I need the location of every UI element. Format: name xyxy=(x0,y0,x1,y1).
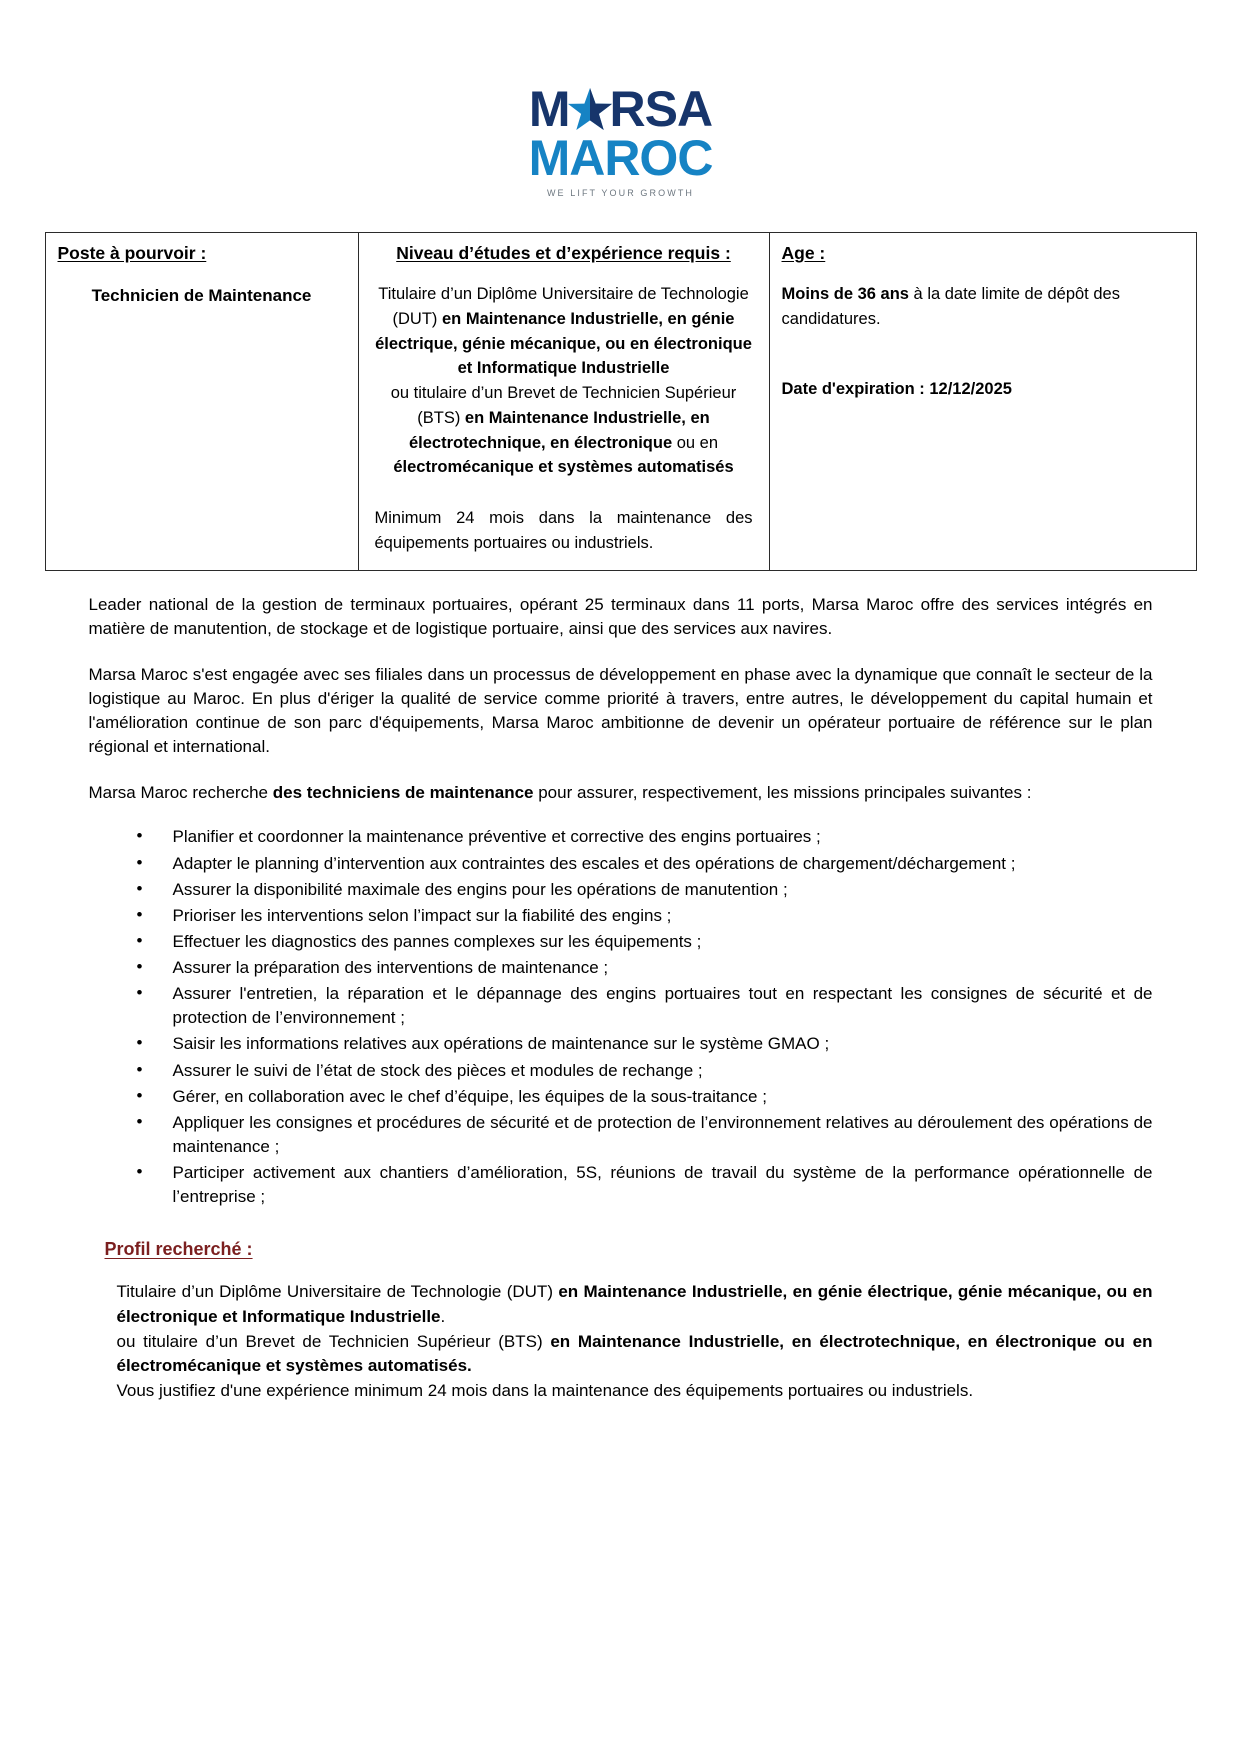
profil-paragraph-bts xyxy=(117,1330,1153,1379)
profil-bts-normal: ou titulaire d’un Brevet de Technicien Supérieur (BTS) xyxy=(116,1331,551,1351)
logo-wordmark-marsa xyxy=(528,81,713,137)
list-item: • Assurer la préparation des interventions de maintenance ; xyxy=(125,956,1153,980)
job-info-table xyxy=(45,232,1197,571)
value-poste: Technicien de Maintenance xyxy=(91,286,312,305)
list-item: • Assurer le suivi de l’état de stock des pièces et modules de rechange ; xyxy=(125,1059,1153,1083)
logo-wordmark-maroc: MAROC xyxy=(528,129,713,186)
list-item: • Effectuer les diagnostics des pannes complexes sur les équipements ; xyxy=(125,930,1153,954)
list-item: • Adapter le planning d’intervention aux contraintes des escales et des opérations de chargement/déchargement ; xyxy=(125,852,1153,876)
profil-bts-bold: en Maintenance Industrielle, en électrotechnique, en électronique ou en électromécanique et systèmes automatisés. xyxy=(116,1331,1153,1376)
header-niveau-etudes: Niveau d’études et d’expérience requis : xyxy=(396,243,731,263)
niveau-dut-bold: en Maintenance Industrielle, en génie électrique, génie mécanique, ou en électronique et Informatique Industrielle xyxy=(375,309,752,378)
niveau-bts-bold-a: en Maintenance Industrielle, en électrotechnique, en électronique xyxy=(408,408,710,452)
logo-tagline: WE LIFT YOUR GROWTH xyxy=(546,188,695,198)
intro-paragraph-2: Marsa Maroc s'est engagée avec ses filiales dans un processus de développement en phase avec la dynamique que connaît le secteur de la logistique au Maroc. En plus d'ériger la qualité de service comme priorité à travers, entre autres, le développement du capital humain et l'amélioration continue de son parc d'équipements, Marsa Maroc ambitionne de devenir un opérateur portuaire de référence sur le plan régional et international. xyxy=(88,664,1153,757)
list-item: • Prioriser les interventions selon l’impact sur la fiabilité des engins ; xyxy=(125,904,1153,928)
list-item: • Appliquer les consignes et procédures de sécurité et de protection de l’environnement relatives au déroulement des opérations de maintenance ; xyxy=(125,1111,1153,1159)
marsa-maroc-logo xyxy=(0,0,1241,198)
missions-intro-prefix: Marsa Maroc recherche xyxy=(88,783,273,803)
value-experience: Minimum 24 mois dans la maintenance des équipements portuaires ou industriels. xyxy=(374,509,753,552)
logo-letters-rsa: RSA xyxy=(609,81,713,137)
age-limit-rest: à la date limite de dépôt des candidatures. xyxy=(781,285,1120,328)
list-item: • Participer activement aux chantiers d’amélioration, 5S, réunions de travail du système de la performance opérationnelle de l’entreprise ; xyxy=(125,1161,1153,1209)
list-item: • Gérer, en collaboration avec le chef d’équipe, les équipes de la sous-traitance ; xyxy=(125,1085,1153,1109)
age-limit-bold: Moins de 36 ans xyxy=(781,285,909,303)
cell-age xyxy=(769,233,1196,571)
niveau-dut-normal: Titulaire d’un Diplôme Universitaire de Technologie (DUT) xyxy=(378,285,749,328)
profil-paragraph-dut xyxy=(117,1280,1153,1329)
profil-paragraph-experience: Vous justifiez d'une expérience minimum 24 mois dans la maintenance des équipements portuaires ou industriels. xyxy=(116,1380,974,1400)
star-icon xyxy=(568,87,612,133)
list-item: • Assurer l'entretien, la réparation et le dépannage des engins portuaires tout en respectant les consignes de sécurité et de protection de l’environnement ; xyxy=(125,982,1153,1030)
value-expiration-date: Date d'expiration : 12/12/2025 xyxy=(781,379,1012,398)
missions-intro-bold: des techniciens de maintenance xyxy=(272,783,534,803)
value-age xyxy=(782,282,1184,332)
niveau-bts-ou: ou en xyxy=(672,433,719,452)
profil-recherche-body xyxy=(117,1280,1153,1403)
list-item: • Planifier et coordonner la maintenance préventive et corrective des engins portuaires ; xyxy=(125,825,1153,849)
profil-dut-bold: en Maintenance Industrielle, en génie électrique, génie mécanique, ou en électronique et Informatique Industrielle xyxy=(116,1282,1153,1326)
missions-intro xyxy=(89,781,1153,805)
header-poste-a-pourvoir: Poste à pourvoir : xyxy=(57,243,207,263)
cell-poste xyxy=(45,233,358,571)
missions-intro-suffix: pour assurer, respectivement, les missions principales suivantes : xyxy=(533,783,1032,803)
missions-list xyxy=(89,825,1153,1209)
table-row xyxy=(45,233,1196,571)
niveau-bts-normal: ou titulaire d’un Brevet de Technicien Supérieur (BTS) xyxy=(390,384,737,427)
cell-niveau xyxy=(358,233,769,571)
value-niveau xyxy=(371,282,757,480)
intro-paragraph-1: Leader national de la gestion de terminaux portuaires, opérant 25 terminaux dans 11 ports, Marsa Maroc offre des services intégrés en matière de manutention, de stockage et de logistique portuaire, ainsi que des services aux navires. xyxy=(88,594,1153,638)
profil-dut-period: . xyxy=(440,1306,446,1326)
list-item: • Saisir les informations relatives aux opérations de maintenance sur le système GMAO ; xyxy=(125,1032,1153,1056)
profil-dut-normal: Titulaire d’un Diplôme Universitaire de Technologie (DUT) xyxy=(116,1282,559,1302)
list-item: • Assurer la disponibilité maximale des engins pour les opérations de manutention ; xyxy=(125,878,1153,902)
document-body xyxy=(89,571,1153,1404)
niveau-bts-bold-b: électromécanique et systèmes automatisés xyxy=(393,458,734,477)
header-age: Age : xyxy=(781,243,826,263)
logo-letter-m: M xyxy=(528,81,570,137)
section-title-profil-recherche: Profil recherché : xyxy=(104,1239,253,1260)
